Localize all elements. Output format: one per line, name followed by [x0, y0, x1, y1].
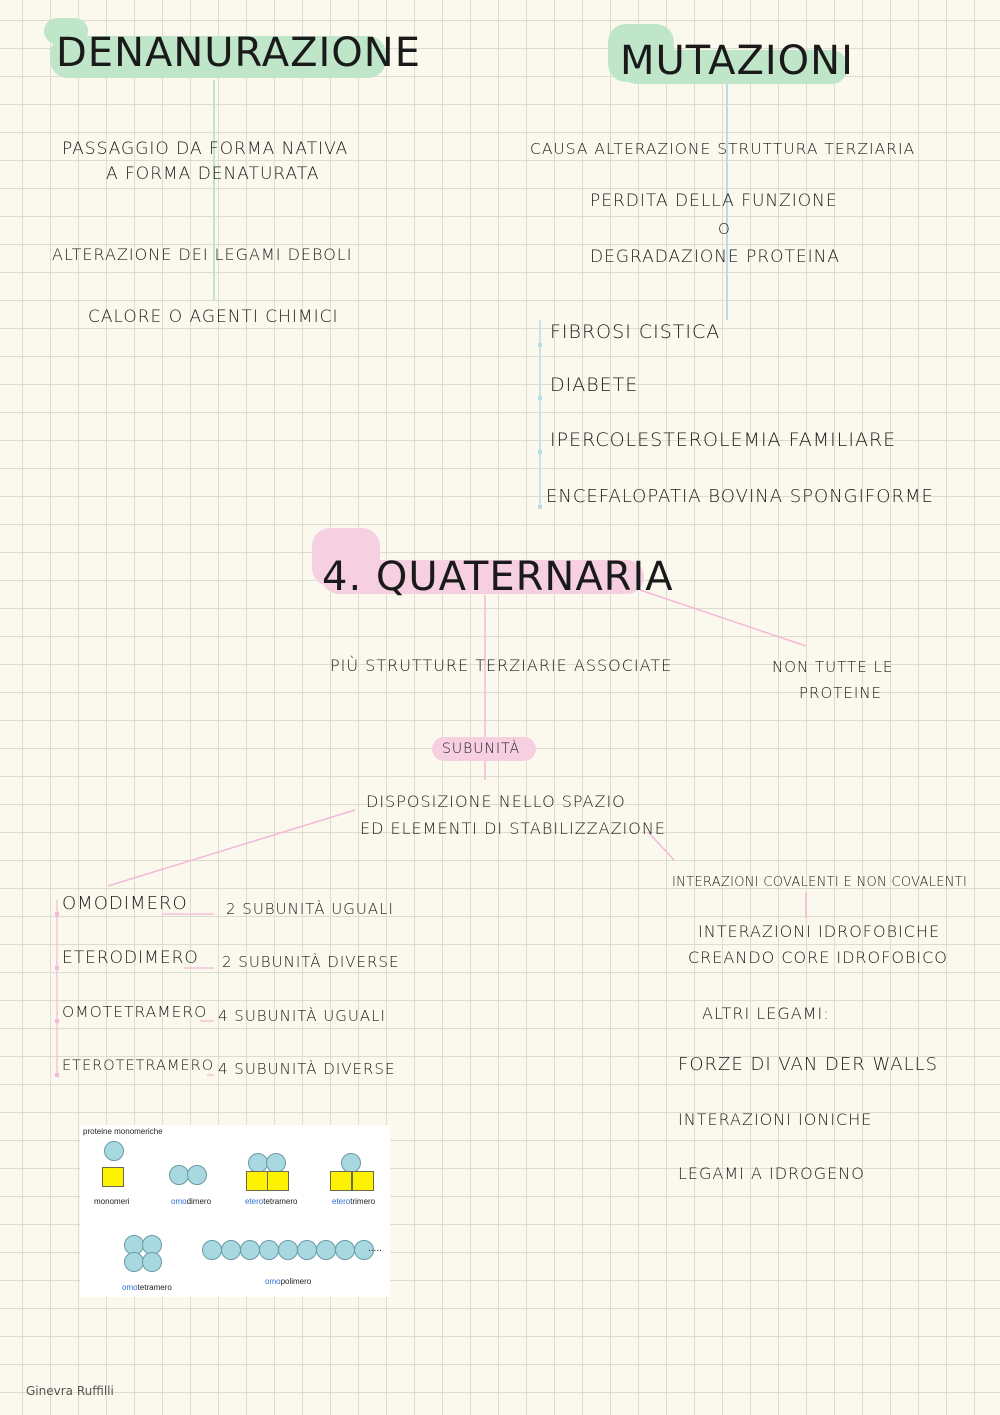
subunit-square	[267, 1171, 289, 1191]
mutazioni-title: MUTAZIONI	[620, 38, 854, 84]
interazioni-text: CREANDO CORE IDROFOBICO	[688, 948, 948, 967]
altri-legami-label: ALTRI LEGAMI:	[702, 1004, 830, 1023]
quaternaria-left-branch: PIÙ STRUTTURE TERZIARIE ASSOCIATE	[330, 656, 673, 675]
figure-label-monomeri: monomeri	[94, 1197, 130, 1206]
bullet-marker	[538, 505, 542, 509]
figure-label-eterotetramero: eterotetramero	[245, 1197, 298, 1206]
denaturazione-item: PASSAGGIO DA FORMA NATIVA	[62, 139, 349, 159]
subunit-circle	[202, 1240, 222, 1260]
bullet-marker	[55, 912, 59, 916]
bullet-marker	[538, 343, 542, 347]
figure-dots: .....	[368, 1243, 382, 1254]
bullet-marker	[55, 1019, 59, 1023]
quaternaria-title: 4. QUATERNARIA	[322, 554, 674, 600]
denaturazione-item: CALORE O AGENTI CHIMICI	[88, 307, 339, 327]
type-name: ETEROTETRAMERO	[62, 1058, 215, 1074]
disposizione-text: DISPOSIZIONE NELLO SPAZIO	[366, 792, 626, 811]
denaturazione-item: A FORMA DENATURATA	[106, 164, 320, 184]
type-desc: 2 SUBUNITÀ DIVERSE	[222, 953, 400, 971]
mutazioni-item: PERDITA DELLA FUNZIONE	[590, 191, 838, 211]
figure-label-omopolimero: omopolimero	[265, 1277, 312, 1286]
subunit-circle	[316, 1240, 336, 1260]
subunit-square	[330, 1171, 352, 1191]
type-desc: 2 SUBUNITÀ UGUALI	[226, 900, 394, 918]
type-desc: 4 SUBUNITÀ DIVERSE	[218, 1060, 396, 1078]
subunit-circle	[259, 1240, 279, 1260]
subunit-square	[352, 1171, 374, 1191]
bullet-marker	[538, 396, 542, 400]
type-name: ETERODIMERO	[62, 948, 199, 968]
subunit-circle	[266, 1153, 286, 1173]
subunit-circle	[278, 1240, 298, 1260]
figure-label-eterotrimero: eterotrimero	[332, 1197, 376, 1206]
denaturazione-item: ALTERAZIONE DEI LEGAMI DEBOLI	[52, 245, 353, 264]
subunit-circle	[240, 1240, 260, 1260]
subunit-circle	[341, 1153, 361, 1173]
subunit-circle	[169, 1165, 189, 1185]
disease-item: FIBROSI CISTICA	[550, 321, 721, 343]
bullet-marker	[55, 966, 59, 970]
legame-item: FORZE DI VAN DER WALLS	[678, 1054, 939, 1075]
quaternary-structures-figure	[80, 1125, 390, 1297]
quaternaria-right-branch: NON TUTTE LE	[772, 658, 894, 676]
figure-heading: proteine monomeriche	[83, 1127, 163, 1136]
subunit-square	[102, 1167, 124, 1187]
interazioni-text: INTERAZIONI IDROFOBICHE	[698, 922, 941, 941]
type-name: OMODIMERO	[62, 893, 188, 914]
subunita-label: SUBUNITÀ	[442, 741, 521, 757]
subunit-square	[246, 1171, 268, 1191]
legame-item: INTERAZIONI IONICHE	[678, 1110, 873, 1129]
subunit-circle	[104, 1141, 124, 1161]
figure-label-omodimero: omodimero	[171, 1197, 212, 1206]
type-desc: 4 SUBUNITÀ UGUALI	[218, 1007, 386, 1025]
bullet-marker	[55, 1073, 59, 1077]
subunit-circle	[248, 1153, 268, 1173]
mutazioni-item: DEGRADAZIONE PROTEINA	[590, 247, 841, 267]
mutazioni-item: CAUSA ALTERAZIONE STRUTTURA TERZIARIA	[530, 140, 916, 158]
disease-item: IPERCOLESTEROLEMIA FAMILIARE	[550, 429, 897, 451]
subunit-circle	[124, 1252, 144, 1272]
disposizione-text: ED ELEMENTI DI STABILIZZAZIONE	[360, 819, 666, 838]
disease-item: ENCEFALOPATIA BOVINA SPONGIFORME	[546, 486, 934, 507]
disease-item: DIABETE	[550, 374, 639, 396]
bullet-marker	[538, 450, 542, 454]
interazioni-header: INTERAZIONI COVALENTI E NON COVALENTI	[672, 875, 968, 890]
subunit-circle	[142, 1252, 162, 1272]
mutazioni-item: O	[718, 220, 731, 238]
subunit-circle	[335, 1240, 355, 1260]
author-signature: Ginevra Ruffilli	[26, 1384, 114, 1398]
subunit-circle	[221, 1240, 241, 1260]
denaturazione-title: DENANURAZIONE	[56, 30, 421, 76]
type-name: OMOTETRAMERO	[62, 1003, 208, 1021]
subunit-circle	[187, 1165, 207, 1185]
subunit-circle	[297, 1240, 317, 1260]
figure-label-omotetramero: omotetramero	[122, 1283, 172, 1292]
legame-item: LEGAMI A IDROGENO	[678, 1164, 865, 1183]
quaternaria-right-branch: PROTEINE	[799, 684, 883, 702]
